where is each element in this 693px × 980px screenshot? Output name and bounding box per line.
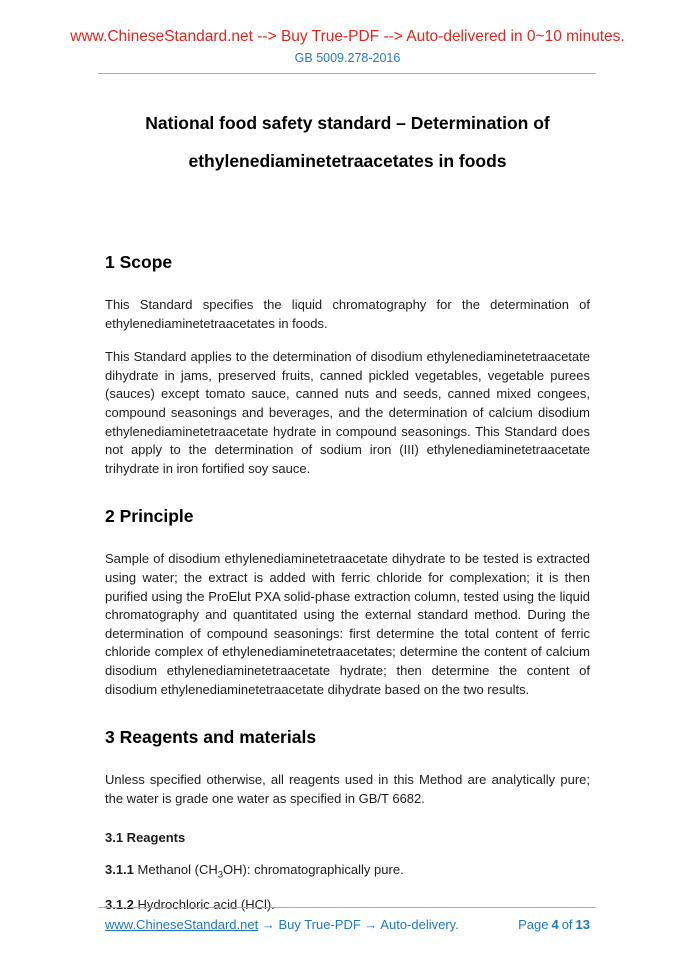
title-line-1: National food safety standard – Determination of bbox=[145, 113, 550, 133]
footer-rule bbox=[98, 907, 596, 908]
reagent-item-2-text: Hydrochloric acid (HCl). bbox=[137, 896, 275, 912]
principle-paragraph-1: Sample of disodium ethylenediaminetetraacetate dihydrate to be tested is extracted using water; the extract is added with ferric chloride for complexation; it is then purified using the ProElut PXA solid-phase extraction column, tested using the liquid chromatography and quantitated using the external standard method. During the determination of compound seasonings: first determine the total content of ferric chloride complex of ethylenediaminetetraacetates; determine the content of calcium disodium ethylenediaminetetraacetate hydrate; then determine the content of disodium ethylenediaminetetraacetate dihydrate based on the two results. bbox=[105, 551, 590, 697]
scope-paragraph-2: This Standard applies to the determination of disodium ethylenediaminetetraacetate dihydrate in jams, preserved fruits, canned pickled vegetables, vegetable purees (sauces) except tomato sauce, canned nuts and seeds, canned mixed congees, compound seasonings and beverages, and the determination of calcium disodium ethylenediaminetetraacetate hydrate in compound seasonings. This Standard does not apply to the determination of sodium iron (III) ethylenediaminetetraacetate trihydrate in iron fortified soy sauce. bbox=[105, 349, 590, 476]
title-line-2: ethylenediaminetetraacetates in foods bbox=[188, 151, 507, 171]
section-scope bbox=[105, 252, 590, 478]
page-current: 4 bbox=[551, 917, 559, 932]
reagent-item-2-number: 3.1.2 bbox=[105, 896, 134, 912]
reagent-item-1-text-pre: Methanol (CH bbox=[137, 862, 218, 878]
footer-site-link[interactable]: www.ChineseStandard.net bbox=[105, 917, 259, 932]
page-indicator bbox=[518, 917, 590, 933]
reagent-item-1-text-post: OH): chromatographically pure. bbox=[223, 862, 404, 878]
principle-heading: 2 Principle bbox=[105, 506, 194, 527]
footer-row bbox=[105, 917, 590, 933]
scope-paragraph-1: This Standard specifies the liquid chromatography for the determination of ethylenediaminetetraacetates in foods. bbox=[105, 297, 590, 331]
section-principle bbox=[105, 506, 590, 699]
page-total: 13 bbox=[575, 917, 590, 932]
footer-left bbox=[105, 917, 459, 933]
reagent-item-1-subscript: 3 bbox=[217, 869, 224, 881]
page-of-label: of bbox=[561, 917, 573, 932]
promo-banner: www.ChineseStandard.net --> Buy True-PDF --> Auto-delivered in 0~10 minutes. bbox=[70, 28, 625, 45]
footer-tagline: → Buy True-PDF → Auto-delivery. bbox=[261, 917, 459, 932]
reagents-paragraph-1: Unless specified otherwise, all reagents used in this Method are analytically pure; the water is grade one water as specified in GB/T 6682. bbox=[105, 772, 590, 806]
header bbox=[70, 0, 625, 74]
reagent-item-1 bbox=[105, 861, 590, 880]
document-title bbox=[105, 104, 590, 180]
scope-heading: 1 Scope bbox=[105, 252, 173, 272]
footer bbox=[105, 907, 590, 933]
header-rule bbox=[98, 73, 596, 74]
section-reagents bbox=[105, 727, 590, 914]
reagents-heading: 3 Reagents and materials bbox=[105, 727, 317, 748]
page-label: Page bbox=[518, 917, 549, 932]
reagents-subheading: 3.1 Reagents bbox=[105, 830, 186, 846]
standard-number: GB 5009.278-2016 bbox=[294, 51, 401, 65]
reagent-item-1-number: 3.1.1 bbox=[105, 862, 134, 878]
